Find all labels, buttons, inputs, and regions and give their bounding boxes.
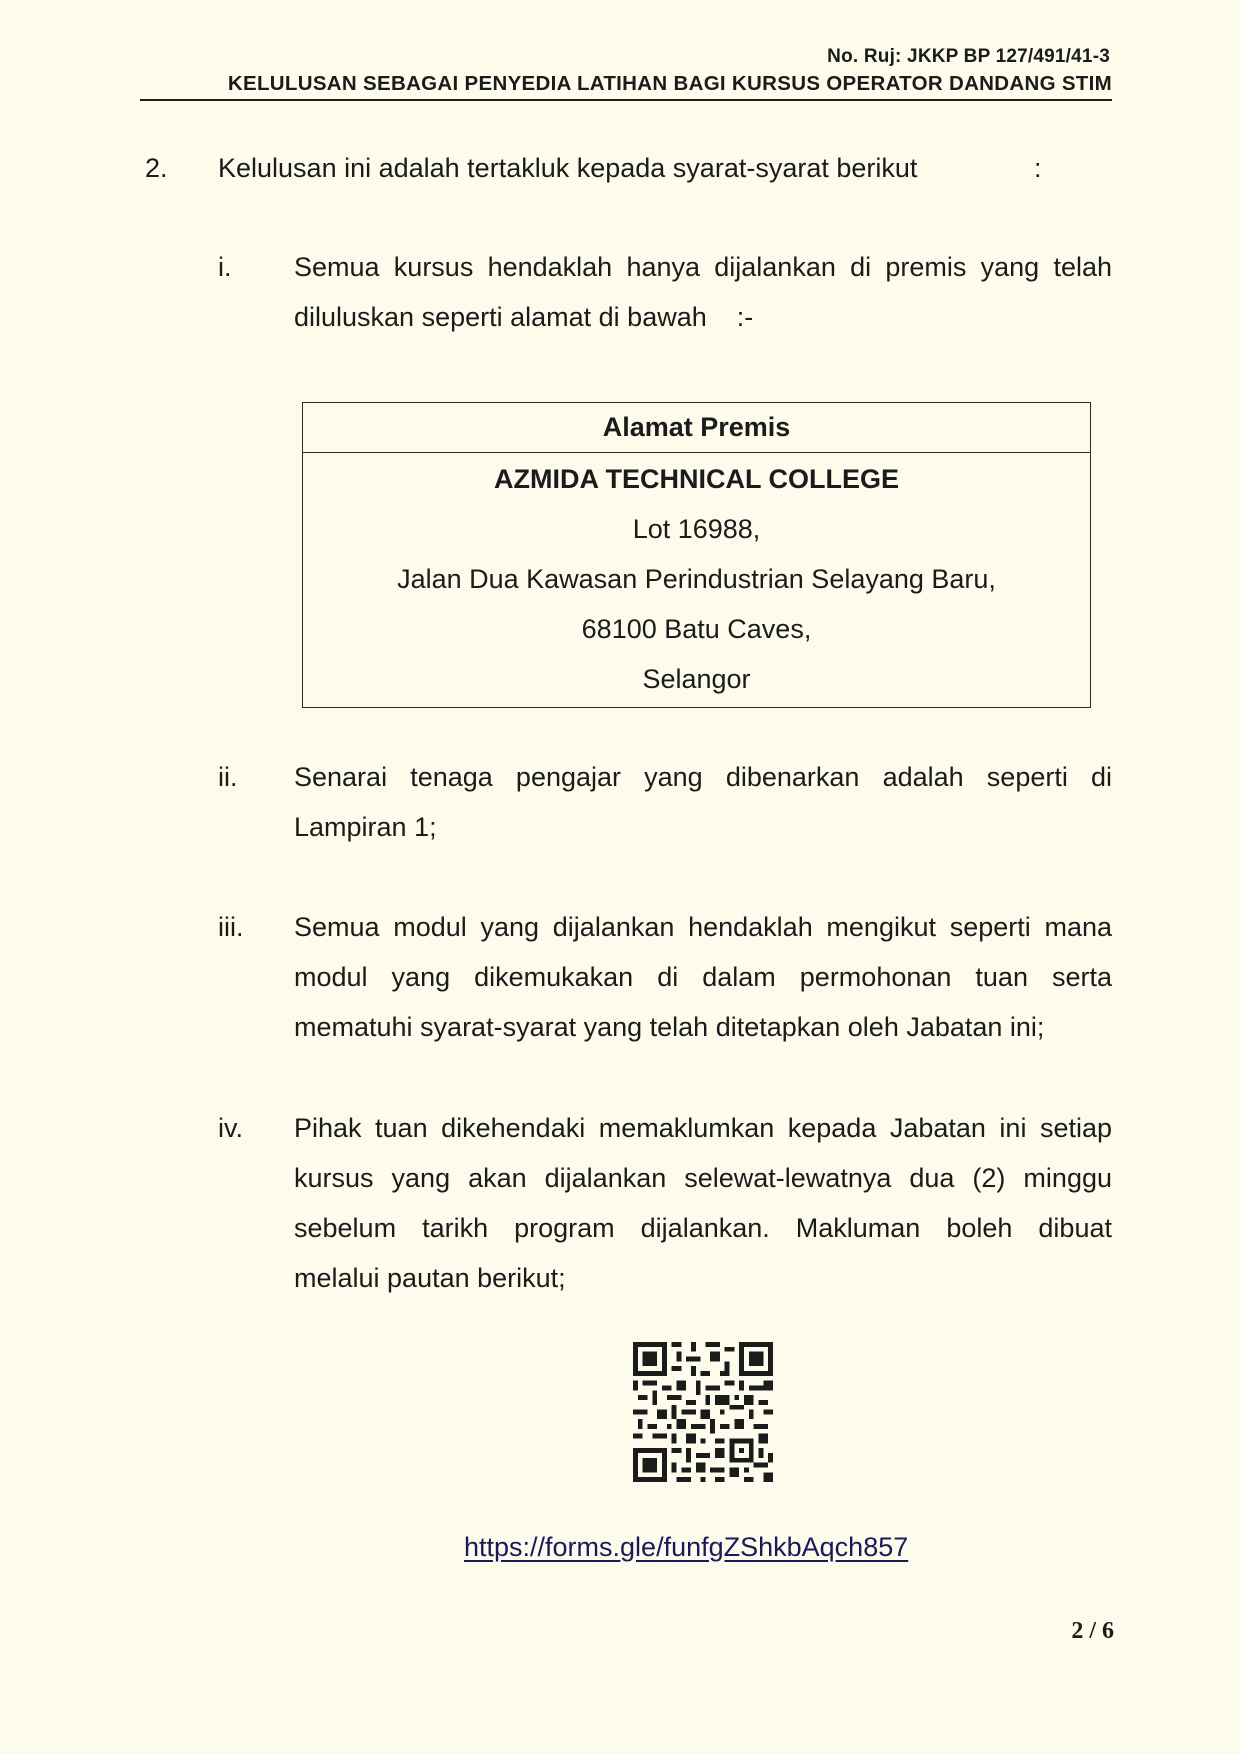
address-line: 68100 Batu Caves,	[581, 614, 812, 644]
paragraph-colon: :	[1034, 153, 1042, 183]
item-number-iv: iv.	[218, 1113, 243, 1143]
address-table	[302, 402, 1091, 708]
premises-name: AZMIDA TECHNICAL COLLEGE	[494, 464, 899, 494]
document-title: KELULUSAN SEBAGAI PENYEDIA LATIHAN BAGI KURSUS OPERATOR DANDANG STIM	[227, 72, 1112, 95]
form-link[interactable]: https://forms.gle/funfgZShkbAqch857	[464, 1532, 909, 1562]
item-line: sebelum tarikh program dijalankan. Makluman boleh dibuat	[294, 1213, 1112, 1243]
item-number-ii: ii.	[218, 762, 238, 792]
reference-number: No. Ruj: JKKP BP 127/491/41-3	[827, 46, 1110, 67]
address-heading: Alamat Premis	[303, 403, 1090, 453]
item-text-iii	[294, 902, 1112, 1052]
item-text-i	[294, 242, 1112, 342]
item-line: Pihak tuan dikehendaki memaklumkan kepada Jabatan ini setiap	[294, 1113, 1112, 1143]
item-line: Senarai tenaga pengajar yang dibenarkan adalah seperti di	[294, 762, 1112, 792]
paragraph-text: Kelulusan ini adalah tertakluk kepada syarat-syarat berikut	[218, 153, 918, 183]
item-number-i: i.	[218, 252, 232, 282]
address-body	[303, 453, 1090, 704]
item-line: Lampiran 1;	[294, 812, 437, 842]
address-line: Jalan Dua Kawasan Perindustrian Selayang Baru,	[397, 564, 996, 594]
item-text-ii	[294, 752, 1112, 852]
item-text-iv	[294, 1103, 1112, 1303]
item-line: mematuhi syarat-syarat yang telah ditetapkan oleh Jabatan ini;	[294, 1012, 1045, 1042]
qr-code-icon[interactable]	[633, 1342, 773, 1482]
item-number-iii: iii.	[218, 912, 244, 942]
paragraph-number: 2.	[145, 153, 168, 183]
item-line: melalui pautan berikut;	[294, 1263, 566, 1293]
item-line: Semua modul yang dijalankan hendaklah mengikut seperti mana	[294, 912, 1112, 942]
address-line: Selangor	[642, 664, 751, 694]
item-line: Semua kursus hendaklah hanya dijalankan di premis yang telah	[294, 252, 1112, 282]
item-line: diluluskan seperti alamat di bawah :-	[294, 302, 754, 332]
header-divider	[140, 99, 1112, 101]
address-line: Lot 16988,	[632, 514, 761, 544]
page-number: 2 / 6	[1071, 1618, 1114, 1644]
item-line: modul yang dikemukakan di dalam permohonan tuan serta	[294, 962, 1112, 992]
item-line: kursus yang akan dijalankan selewat-lewatnya dua (2) minggu	[294, 1163, 1112, 1193]
